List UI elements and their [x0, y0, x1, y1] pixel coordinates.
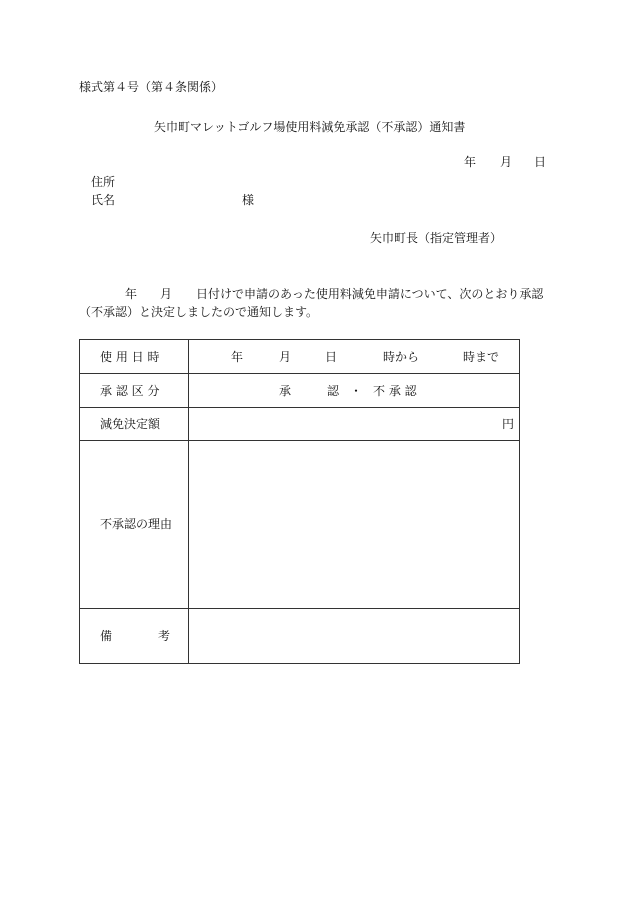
body-line1-rest: 日付けで申請のあった使用料減免申請について、次のとおり承認 [196, 287, 544, 301]
date-month: 月 [500, 155, 513, 169]
form-number: 様式第４号（第４条関係） [79, 80, 224, 94]
usage-day: 日 [325, 350, 338, 364]
disapprove-option: 不 承 認 [373, 384, 417, 398]
approval-category-label: 承 認 区 分 [100, 384, 160, 398]
date-year: 年 [464, 155, 477, 169]
usage-from: 時から [383, 350, 420, 364]
exemption-amount-label: 減免決定額 [100, 417, 161, 431]
name-label: 氏名 [91, 193, 116, 207]
remarks-label-left: 備 [100, 629, 113, 643]
body-year: 年 [125, 287, 138, 301]
body-month: 月 [160, 287, 173, 301]
honorific: 様 [242, 193, 255, 207]
disapproval-reason-label: 不承認の理由 [100, 517, 173, 531]
issuer: 矢巾町長（指定管理者） [370, 231, 503, 245]
option-separator: ・ [350, 384, 363, 398]
usage-datetime-label: 使 用 日 時 [100, 350, 160, 364]
row-divider [80, 373, 519, 374]
body-line2: （不承認）と決定しましたので通知します。 [79, 305, 319, 319]
row-divider [80, 608, 519, 609]
usage-month: 月 [279, 350, 292, 364]
row-divider [80, 440, 519, 441]
date-day: 日 [534, 155, 547, 169]
yen-unit: 円 [502, 417, 515, 431]
remarks-label-right: 考 [158, 629, 171, 643]
usage-to: 時まで [463, 350, 500, 364]
table-divider [188, 340, 189, 663]
usage-year: 年 [231, 350, 244, 364]
approve-option: 承 認 [279, 384, 340, 398]
address-label: 住所 [91, 175, 116, 189]
notice-table [79, 339, 520, 664]
row-divider [80, 407, 519, 408]
document-title: 矢巾町マレットゴルフ場使用料減免承認（不承認）通知書 [154, 120, 466, 134]
